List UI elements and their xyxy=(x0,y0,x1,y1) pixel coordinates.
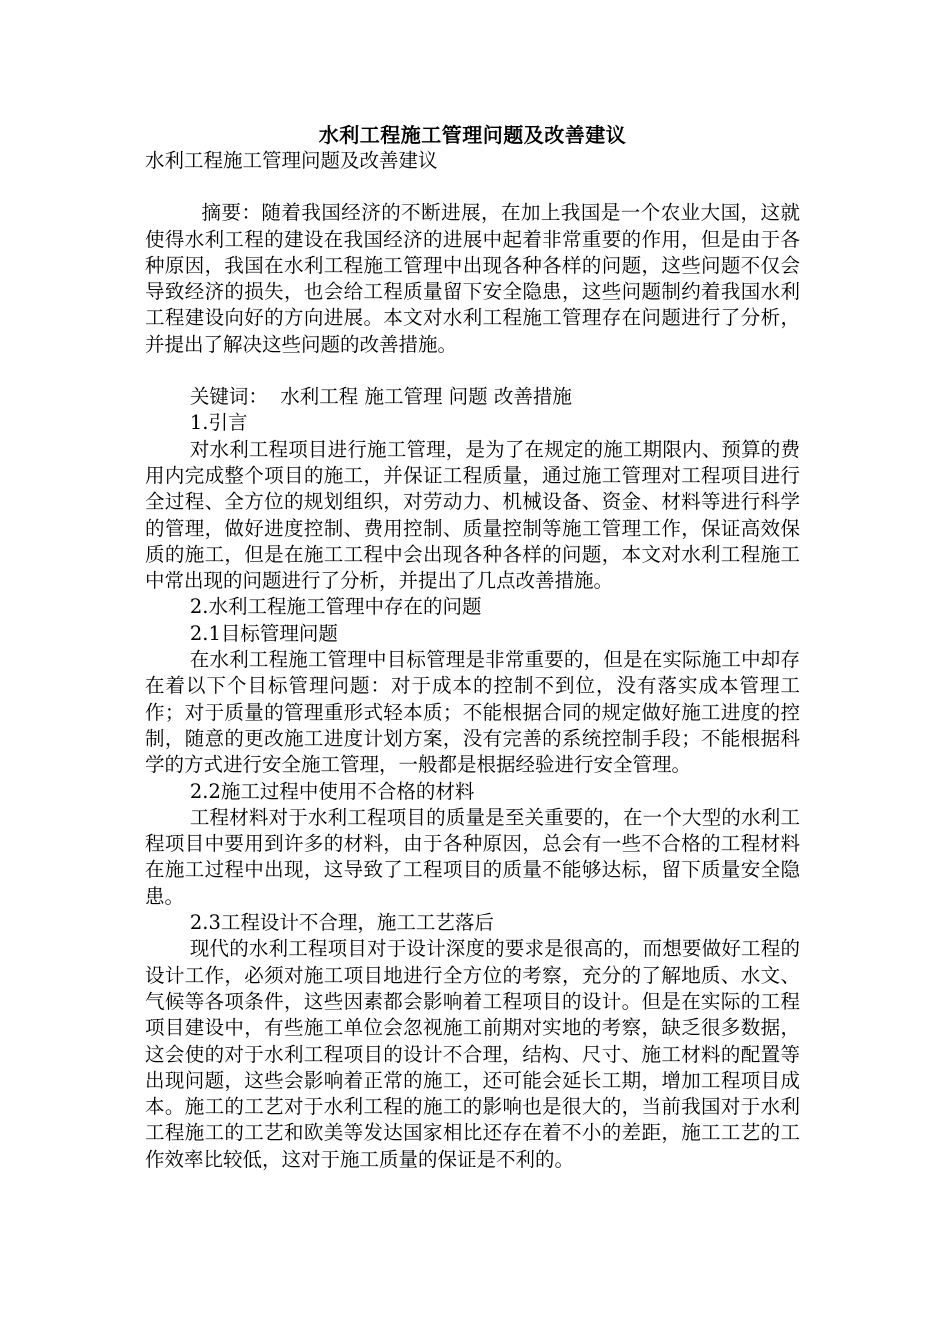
document-title: 水利工程施工管理问题及改善建议 xyxy=(318,123,627,147)
keywords-line: 关键词： 水利工程 施工管理 问题 改善措施 xyxy=(189,385,572,409)
document-page xyxy=(145,122,800,1173)
section-heading-2-1: 2.1目标管理问题 xyxy=(189,621,338,645)
section-heading-problems: 2.水利工程施工管理中存在的问题 xyxy=(189,595,482,619)
abstract-paragraph: 摘要：随着我国经济的不断进展，在加上我国是一个农业大国，这就使得水利工程的建设在我国经济的进展中起着非常重要的作用，但是由于各种原因，我国在水利工程施工管理中出现各种各样的问题，这些问题不仅会导致经济的损失，也会给工程质量留下安全隐患，这些问题制约着我国水利工程建设向好的方向进展。本文对水利工程施工管理存在问题进行了分析，并提出了解决这些问题的改善措施。 xyxy=(145,201,800,356)
section-body-2-1: 在水利工程施工管理中目标管理是非常重要的，但是在实际施工中却存在着以下个目标管理问题：对于成本的控制不到位，没有落实成本管理工作；对于质量的管理重形式轻本质；不能根据合同的规定做好施工进度的控制，随意的更改施工进度计划方案，没有完善的系统控制手段；不能根据科学的方式进行安全施工管理，一般都是根据经验进行安全管理。 xyxy=(145,648,800,777)
section-body-2-3: 现代的水利工程项目对于设计深度的要求是很高的，而想要做好工程的设计工作，必须对施工项目地进行全方位的考察，充分的了解地质、水文、气候等各项条件，这些因素都会影响着工程项目的设计。但是在实际的工程项目建设中，有些施工单位会忽视施工前期对实地的考察，缺乏很多数据，这会使的对于水利工程项目的设计不合理，结构、尺寸、施工材料的配置等出现问题，这些会影响着正常的施工，还可能会延长工期，增加工程项目成本。施工的工艺对于水利工程的施工的影响也是很大的，当前我国对于水利工程施工的工艺和欧美等发达国家相比还存在着不小的差距，施工工艺的工作效率比较低，这对于施工质量的保证是不利的。 xyxy=(145,937,800,1171)
section-body-intro: 对水利工程项目进行施工管理，是为了在规定的施工期限内、预算的费用内完成整个项目的施工，并保证工程质量，通过施工管理对工程项目进行全过程、全方位的规划组织，对劳动力、机械设备、资金、材料等进行科学的管理，做好进度控制、费用控制、质量控制等施工管理工作，保证高效保质的施工，但是在施工工程中会出现各种各样的问题，本文对水利工程施工中常出现的问题进行了分析，并提出了几点改善措施。 xyxy=(145,437,800,593)
section-body-2-2: 工程材料对于水利工程项目的质量是至关重要的，在一个大型的水利工程项目中要用到许多的材料，由于各种原因，总会有一些不合格的工程材料在施工过程中出现，这导致了工程项目的质量不能够达标，留下质量安全隐患。 xyxy=(145,805,800,908)
document-subtitle: 水利工程施工管理问题及改善建议 xyxy=(145,149,438,172)
section-heading-intro: 1.引言 xyxy=(189,411,248,435)
section-heading-2-3: 2.3工程设计不合理，施工工艺落后 xyxy=(189,911,494,935)
section-heading-2-2: 2.2施工过程中使用不合格的材料 xyxy=(189,779,475,803)
